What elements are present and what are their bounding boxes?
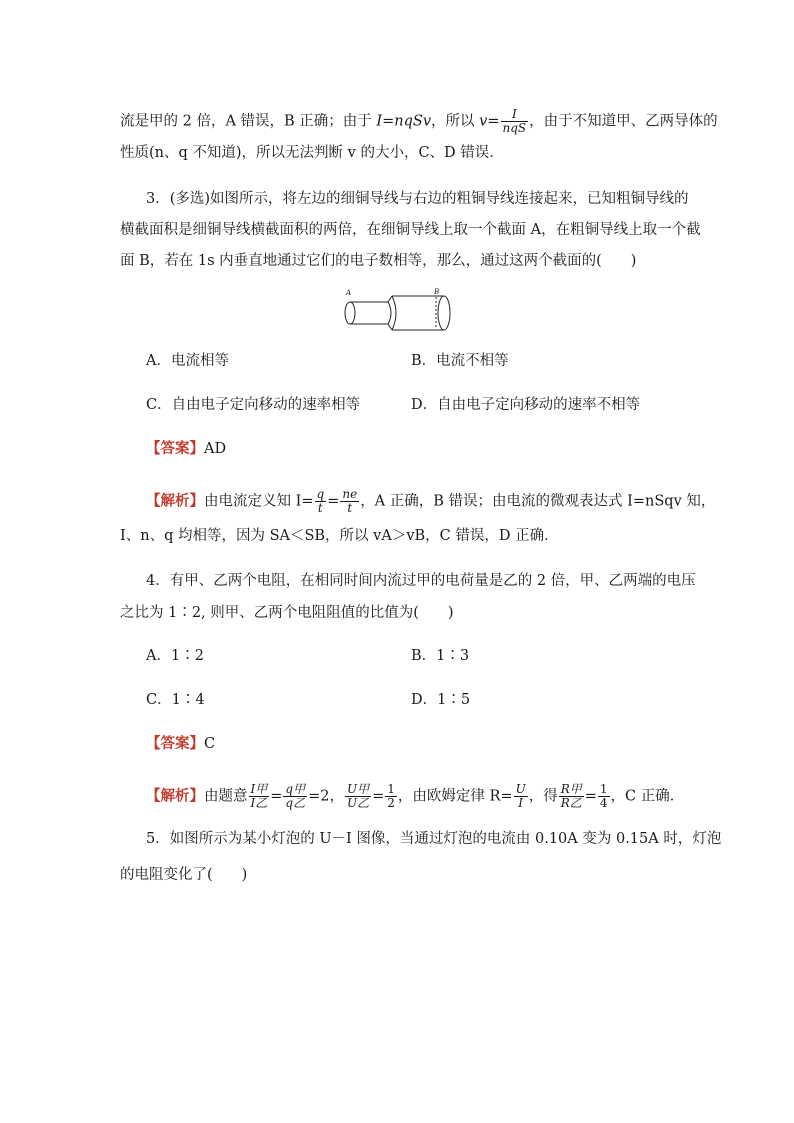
fraction: $\frac{U}{I}$	[515, 782, 526, 810]
answer-tag: 【答案】	[146, 440, 204, 457]
q5-line-2: 的电阻变化了( )	[120, 867, 248, 883]
q3-line-2: 横截面积是细铜导线横截面积的两倍，在细铜导线上取一个截面 A，在粗铜导线上取一个截	[120, 222, 701, 238]
answer-tag: 【答案】	[146, 735, 204, 752]
text-seg: ，由于不知道甲、乙两导体的	[529, 113, 718, 130]
text-seg: 流是甲的 2 倍，A 错误，B 正确；由于	[120, 113, 377, 130]
analysis-tag: 【解析】	[146, 492, 204, 510]
q3-analysis-line-1	[146, 487, 716, 515]
fraction: $\frac{q}{t}$	[316, 487, 325, 515]
fig-label-b: B	[434, 288, 440, 296]
text-seg: ，所以	[431, 113, 480, 130]
q4-option-a: A．1∶2	[146, 648, 204, 664]
q4-line-1: 4．有甲、乙两个电阻，在相同时间内流过甲的电荷量是乙的 2 倍，甲、乙两端的电压	[146, 573, 696, 589]
fraction: $\frac{1}{4}$	[599, 782, 608, 810]
q3-analysis-line-2: I、n、q 均相等，因为 SA＜SB，所以 vA＞vB，C 错误，D 正确．	[120, 528, 559, 544]
text-line-1	[120, 107, 718, 135]
fraction: $\frac{\text{R甲}}{\text{R乙}}$	[560, 782, 582, 810]
q3-line-1: 3．(多选)如图所示，将左边的细铜导线与右边的粗铜导线连接起来，已知粗铜导线的	[146, 191, 689, 207]
fraction: $\frac{ne}{t}$	[342, 487, 358, 515]
fraction: $\frac{\text{I甲}}{\text{I乙}}$	[250, 782, 268, 810]
q4-answer	[146, 733, 684, 755]
fraction: $\frac{\text{q甲}}{\text{q乙}}$	[285, 782, 306, 810]
q4-option-c: C．1∶4	[146, 692, 205, 708]
q4-option-b: B．1∶3	[411, 648, 470, 664]
answer-value: C	[204, 736, 216, 752]
q3-option-d: D．自由电子定向移动的速率不相等	[411, 397, 641, 413]
q3-option-c: C．自由电子定向移动的速率相等	[146, 397, 361, 413]
fraction: $\frac{\text{U甲}}{\text{U乙}}$	[346, 782, 370, 810]
q5-line-1: 5．如图所示为某小灯泡的 U－I 图像，当通过灯泡的电流由 0.10A 变为 0.15A 时，灯泡	[146, 831, 722, 847]
formula: I=nqSv	[376, 113, 432, 130]
q4-option-d: D．1∶5	[411, 692, 471, 708]
text-seg: 由电流定义知 I=	[204, 493, 314, 510]
text-seg: =	[487, 113, 500, 130]
text-seg: =	[327, 493, 340, 510]
q4-analysis: 【解析】由题意 $\frac{\text{I甲}}{\text{I乙}}$ = $\frac{\text{q甲}}{\text{q乙}}$ =2， $\frac{\text{U甲}}{\text{U乙}}$ = $\frac{1}{2}$ ，由欧姆定律 R= $\frac{U}{I}$ ，得 $\frac{\text{R甲}}{\text{R乙}}$ = $\frac{1}{4}$ ，C 正确．	[146, 782, 685, 810]
q3-option-a: A．电流相等	[146, 353, 229, 369]
text-seg: ，A 正确，B 错误；由电流的微观表达式 I=nSqv 知，	[360, 493, 716, 510]
q3-option-b: B．电流不相等	[411, 353, 509, 369]
analysis-tag: 【解析】	[146, 787, 204, 805]
text-line-2: 性质(n、q 不知道)，所以无法判断 v 的大小，C、D 错误．	[120, 145, 504, 161]
q3-answer	[146, 438, 684, 460]
fig-label-a: A	[346, 289, 352, 297]
wire-diagram	[340, 288, 460, 336]
q3-line-3: 面 B，若在 1s 内垂直地通过它们的电子数相等，那么，通过这两个截面的( )	[120, 253, 637, 269]
formula: v	[479, 113, 488, 130]
q4-line-2: 之比为 1∶2, 则甲、乙两个电阻阻值的比值为( )	[120, 605, 454, 621]
fraction: $\frac{1}{2}$	[387, 782, 395, 810]
fraction: $\frac{I}{\text{nqS}}$	[502, 107, 527, 135]
answer-value: AD	[204, 441, 227, 457]
